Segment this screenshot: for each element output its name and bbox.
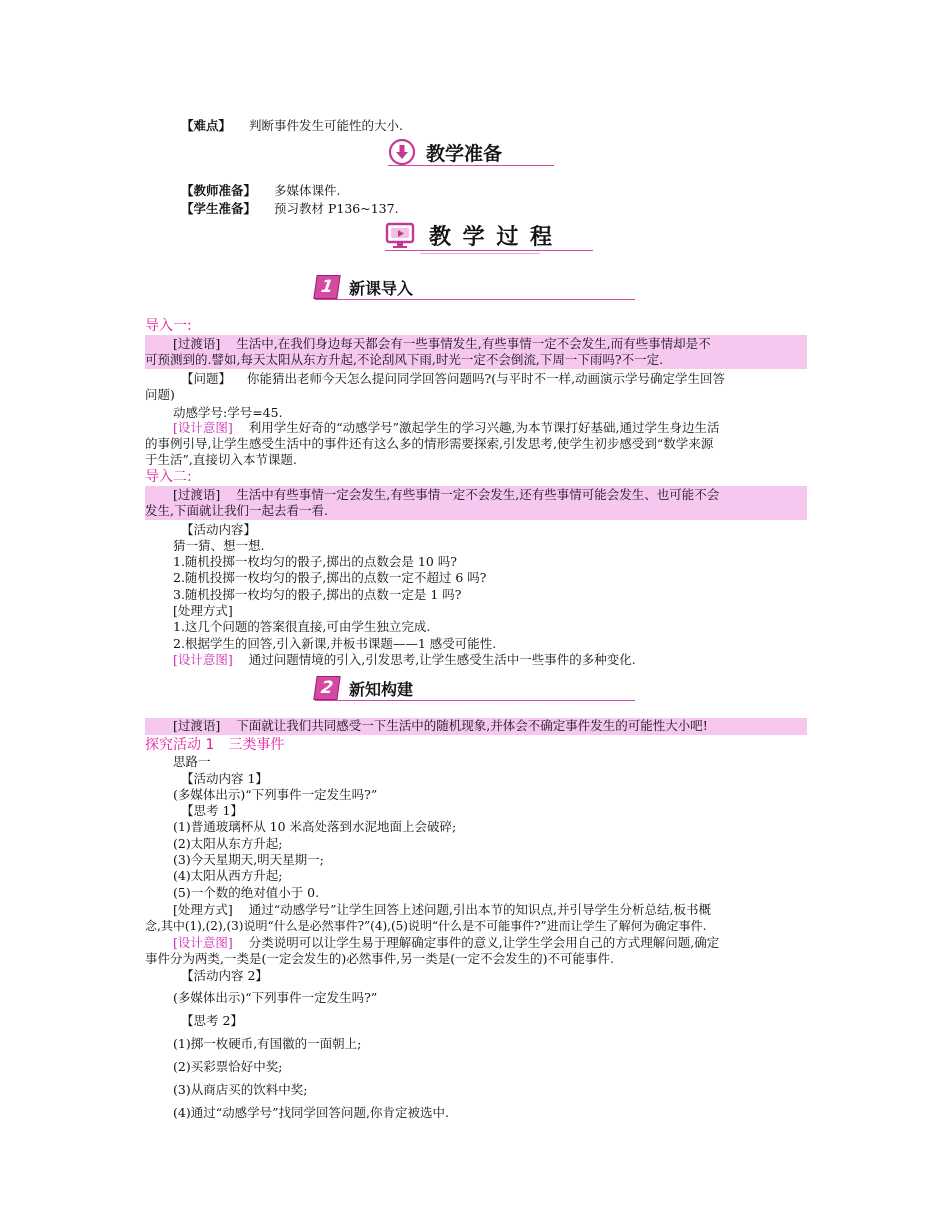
explore-heading: 探究活动 1 三类事件	[145, 737, 285, 753]
intro1-heading: 导入一:	[145, 318, 192, 334]
intro2-heading: 导入二:	[145, 469, 192, 485]
build-design-line2: 事件分为两类,一类是(一定会发生的)必然事件,另一类是(一定不会发生的)不可能事件.	[145, 951, 614, 966]
section2-header	[315, 676, 413, 700]
intro1-question-text1: 你能猜出老师今天怎么提问同学回答问题吗?(与平时不一样,动画演示学号确定学生回答	[247, 371, 726, 386]
section2-underline	[315, 700, 635, 701]
build-method-label: [处理方式]	[173, 902, 233, 917]
intro2-transition-text1: 生活中有些事情一定会发生,有些事情一定不会发生,还有些事情可能会发生、也可能不会	[236, 487, 720, 502]
intro2-method-label: [处理方式]	[173, 603, 233, 618]
section1-underline	[315, 299, 635, 300]
intro1-question-line2: 问题)	[145, 387, 175, 402]
build-transition-line	[173, 718, 708, 734]
intro1-dynamic-id: 动感学号:学号=45.	[173, 405, 283, 420]
intro2-transition-line1	[173, 487, 719, 503]
section1-number: 1	[313, 275, 340, 299]
activity2-text: (多媒体出示)“下列事件一定发生吗?”	[173, 990, 378, 1005]
build-transition-label: [过渡语]	[173, 718, 221, 733]
section1-header	[315, 275, 413, 299]
build-design-text1: 分类说明可以让学生易于理解确定事件的意义,让学生学会用自己的方式理解问题,确定	[248, 935, 720, 950]
idea-label: 思路一	[173, 754, 211, 769]
build-transition-text: 下面就让我们共同感受一下生活中的随机现象,并体会不确定事件发生的可能性大小吧!	[236, 718, 708, 733]
activity2-label: 【活动内容 2】	[181, 968, 268, 983]
process-banner-underline-2	[420, 253, 540, 254]
intro1-question-line1	[181, 371, 725, 387]
think2-label: 【思考 2】	[181, 1013, 243, 1028]
prep-banner-title: 教学准备	[426, 142, 503, 165]
build-design-label: [设计意图]	[173, 935, 233, 950]
monitor-icon	[385, 222, 415, 250]
intro1-transition-line2: 可预测到的.譬如,每天太阳从东方升起,不论刮风下雨,时光一定不会倒流,下周一下雨吗?不一定.	[145, 352, 664, 367]
intro1-design-line2: 的事例引导,让学生感受生活中的事件还有这么多的情形需要探索,引发思考,使学生初步感受到“数学来源	[145, 436, 714, 451]
think2-item-1: (1)掷一枚硬币,有国徽的一面朝上;	[173, 1036, 362, 1051]
student-prep-label: 【学生准备】	[181, 201, 257, 216]
build-method-line1	[173, 902, 711, 918]
process-banner	[385, 220, 554, 251]
intro2-transition-label: [过渡语]	[173, 487, 221, 502]
teacher-prep-label: 【教师准备】	[181, 183, 257, 198]
intro1-transition-line1	[173, 336, 711, 352]
difficulty-text: 判断事件发生可能性的大小.	[249, 118, 403, 133]
intro1-design-label: [设计意图]	[173, 420, 233, 435]
teacher-prep-line	[181, 183, 340, 199]
prep-banner-underline	[388, 165, 554, 166]
think1-label: 【思考 1】	[181, 803, 243, 818]
intro2-method-2: 2.根据学生的回答,引入新课,并板书课题——1 感受可能性.	[173, 636, 497, 651]
think1-item-4: (4)太阳从西方升起;	[173, 868, 283, 883]
intro1-transition-label: [过渡语]	[173, 336, 221, 351]
intro2-activity-title: 猜一猜、想一想.	[173, 538, 265, 553]
intro1-transition-text1: 生活中,在我们身边每天都会有一些事情发生,有些事情一定不会发生,而有些事情却是不	[236, 336, 711, 351]
intro2-question-2: 2.随机投掷一枚均匀的骰子,掷出的点数一定不超过 6 吗?	[173, 570, 487, 585]
build-method-text1: 通过“动感学号”让学生回答上述问题,引出本节的知识点,并引导学生分析总结,板书概	[248, 902, 711, 917]
student-prep-line	[181, 201, 399, 217]
think2-item-4: (4)通过“动感学号”找同学回答问题,你肯定被选中.	[173, 1105, 449, 1120]
process-banner-title: 教 学 过 程	[429, 224, 554, 250]
activity1-label: 【活动内容 1】	[181, 771, 268, 786]
intro2-question-1: 1.随机投掷一枚均匀的骰子,掷出的点数会是 10 吗?	[173, 554, 457, 569]
think2-item-3: (3)从商店买的饮料中奖;	[173, 1082, 308, 1097]
intro2-design-line	[173, 652, 636, 668]
intro1-design-line3: 于生活”,直接切入本节课题.	[145, 452, 297, 467]
student-prep-text: 预习教材 P136~137.	[274, 201, 399, 216]
prep-banner	[388, 138, 502, 166]
intro1-design-line1	[173, 420, 719, 436]
intro1-design-text1: 利用学生好奇的“动感学号”激起学生的学习兴趣,为本节课打好基础,通过学生身边生活	[248, 420, 720, 435]
think1-item-1: (1)普通玻璃杯从 10 米高处落到水泥地面上会破碎;	[173, 819, 457, 834]
process-banner-underline	[385, 250, 593, 251]
section2-number: 2	[313, 676, 340, 700]
download-arrow-icon	[388, 138, 416, 166]
build-method-line2: 念,其中(1),(2),(3)说明“什么是必然事件?”(4),(5)说明“什么是不可能事件?”进而让学生了解何为确定事件.	[145, 919, 707, 933]
intro2-design-label: [设计意图]	[173, 652, 233, 667]
intro2-method-1: 1.这几个问题的答案很直接,可由学生独立完成.	[173, 619, 431, 634]
section1-title: 新课导入	[349, 278, 414, 298]
intro2-transition-line2: 发生,下面就让我们一起去看一看.	[145, 503, 328, 518]
think2-item-2: (2)买彩票恰好中奖;	[173, 1059, 283, 1074]
difficulty-line	[181, 118, 403, 134]
intro2-design-text: 通过问题情境的引入,引发思考,让学生感受生活中一些事件的多种变化.	[248, 652, 636, 667]
teacher-prep-text: 多媒体课件.	[274, 183, 341, 198]
think1-item-5: (5)一个数的绝对值小于 0.	[173, 885, 320, 900]
activity1-text: (多媒体出示)“下列事件一定发生吗?”	[173, 787, 378, 802]
think1-item-3: (3)今天星期天,明天星期一;	[173, 852, 324, 867]
build-design-line1	[173, 935, 719, 951]
section2-title: 新知构建	[349, 679, 414, 699]
intro1-question-label: 【问题】	[181, 371, 232, 386]
think1-item-2: (2)太阳从东方升起;	[173, 836, 283, 851]
intro2-question-3: 3.随机投掷一枚均匀的骰子,掷出的点数一定是 1 吗?	[173, 587, 462, 602]
intro2-activity-label: 【活动内容】	[181, 522, 257, 537]
difficulty-label: 【难点】	[181, 118, 232, 133]
